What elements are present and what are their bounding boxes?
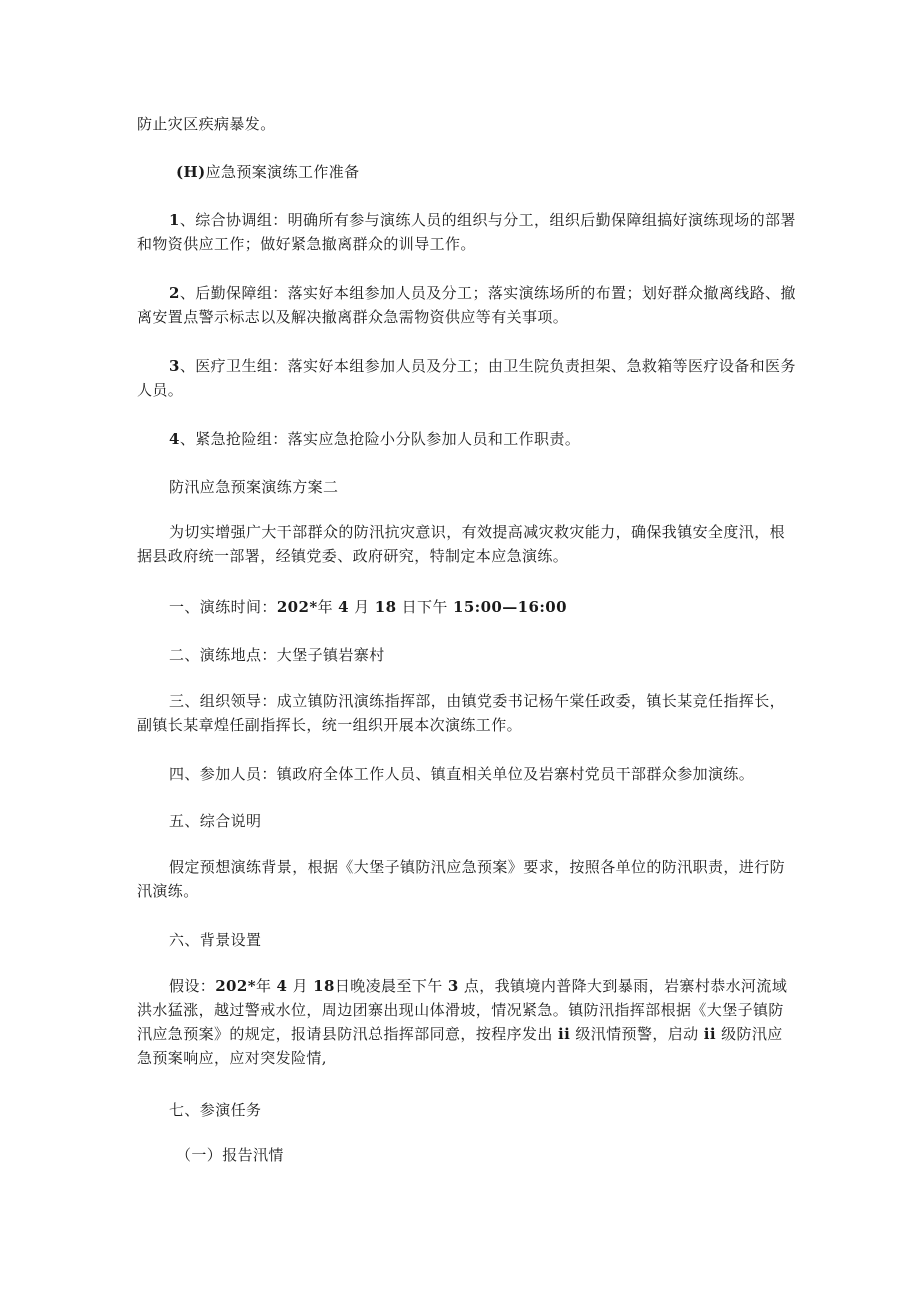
bg-yue: 月	[292, 977, 308, 995]
bg-level-1: ii	[557, 1025, 571, 1043]
bg-text-e: 级防汛应急预案响应，应对突发险情,	[137, 1025, 783, 1067]
item-number: 1	[169, 211, 180, 229]
paragraph-background	[137, 974, 797, 1070]
item-number: 4	[169, 430, 180, 448]
bg-text-c: 点，我镇境内普降大到暴雨，岩寨村恭水河流域洪水猛涨，越过警戒水位，周边团寨出现山体滑坡，情况紧急。镇防汛指挥部根据《大堡子镇防汛应急预案》的规定，报请县防汛总指挥部同意，按程序发出	[137, 977, 788, 1043]
item-text: 、后勤保障组：落实好本组参加人员及分工；落实演练场所的布置；划好群众撤离线路、撤离安置点警示标志以及解决撤离群众急需物资供应等有关事项。	[137, 284, 796, 326]
section-title: 防汛应急预案演练方案二	[169, 478, 339, 496]
task-title: 七、参演任务	[169, 1101, 262, 1119]
bg-month: 4	[276, 977, 288, 995]
bg-text-a: 假设：	[169, 977, 216, 995]
summary-title: 五、综合说明	[169, 812, 262, 830]
drill-place: 二、演练地点：大堡子镇岩寨村	[169, 646, 385, 664]
bg-year: 202*	[215, 977, 256, 995]
bg-level-2: ii	[703, 1025, 716, 1043]
item-text: 、综合协调组：明确所有参与演练人员的组织与分工，组织后勤保障组搞好演练现场的部署和物资供应工作；做好紧急撤离群众的训导工作。	[137, 211, 796, 253]
bg-text-d: 级汛情预警，启动	[575, 1025, 699, 1043]
drill-time-range: 15:00—16:00	[452, 598, 567, 616]
drill-time-month: 4	[338, 598, 349, 616]
bg-nian: 年	[255, 977, 272, 995]
drill-time-nian: 年	[317, 598, 333, 616]
paragraph-organization: 三、组织领导：成立镇防汛演练指挥部，由镇党委书记杨午棠任政委，镇长某竞任指挥长，副镇长某章煌任副指挥长，统一组织开展本次演练工作。	[137, 692, 786, 734]
paragraph-summary: 假定预想演练背景，根据《大堡子镇防汛应急预案》要求，按照各单位的防汛职责，进行防汛演练。	[137, 858, 786, 900]
heading-drill-preparation	[176, 160, 836, 184]
drill-time-label: 一、演练时间：	[169, 598, 277, 616]
bg-day: 18	[313, 977, 335, 995]
paragraph-participants: 四、参加人员：镇政府全体工作人员、镇直相关单位及岩寨村党员干部群众参加演练。	[169, 765, 755, 783]
item-text: 、医疗卫生组：落实好本组参加人员及分工；由卫生院负责担架、急救箱等医疗设备和医务人员。	[137, 357, 796, 399]
drill-time-day: 18	[374, 598, 397, 616]
item-medical-group	[137, 354, 797, 402]
background-title: 六、背景设置	[169, 931, 262, 949]
task-subtitle: （一）报告汛情	[176, 1146, 284, 1164]
item-rescue-group	[137, 427, 797, 451]
bg-text-b: 日晚凌晨至下午	[334, 977, 443, 995]
item-logistics-group	[137, 281, 797, 329]
heading-text: 应急预案演练工作准备	[205, 163, 360, 181]
paragraph-intro: 为切实增强广大干部群众的防汛抗灾意识，有效提高减灾救灾能力，确保我镇安全度汛，根据县政府统一部署，经镇党委、政府研究，特制定本应急演练。	[137, 523, 786, 565]
item-number: 2	[169, 284, 180, 302]
drill-time	[137, 595, 797, 619]
item-number: 3	[169, 357, 180, 375]
drill-time-ri: 日下午	[401, 598, 448, 616]
item-coordination-group	[137, 208, 797, 256]
drill-time-yue: 月	[354, 598, 370, 616]
item-text: 、紧急抢险组：落实应急抢险小分队参加人员和工作职责。	[179, 430, 581, 448]
paragraph-disease-prevention: 防止灾区疾病暴发。	[137, 115, 276, 133]
drill-time-year: 202*	[276, 598, 318, 616]
heading-prefix: (H)	[176, 163, 206, 181]
bg-hour: 3	[447, 977, 459, 995]
